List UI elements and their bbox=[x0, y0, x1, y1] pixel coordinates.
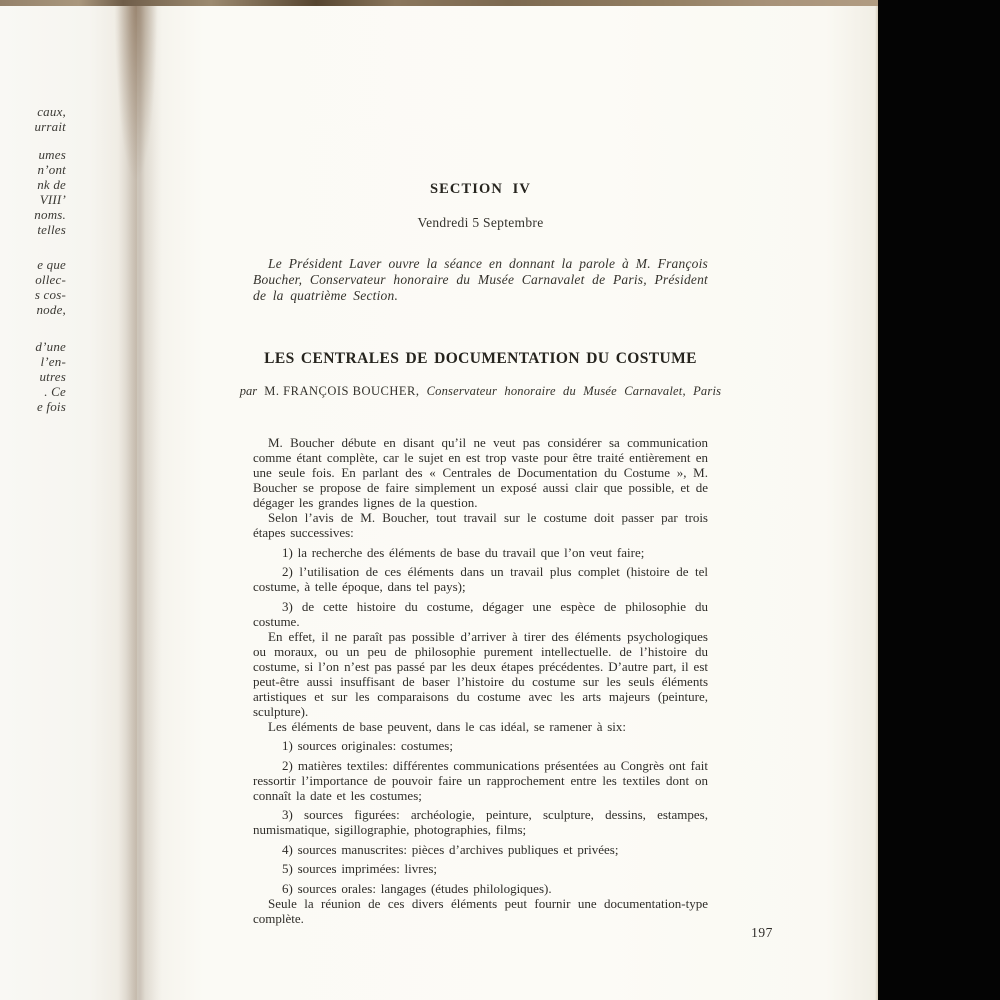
section-heading: SECTION IV bbox=[429, 181, 531, 197]
left-page bbox=[0, 5, 137, 1000]
paragraph: Selon l’avis de M. Boucher, tout travail sur le costume doit passer par trois étapes successives: bbox=[253, 510, 708, 540]
left-page-text-fragments bbox=[0, 104, 66, 414]
text-fragment: urrait bbox=[34, 119, 66, 134]
paragraph: En effet, il ne paraît pas possible d’arriver à tirer des éléments psychologiques ou moraux, ou un peu de philosophie purement intellectuelle. de l’histoire du costume, si l’on n’est pas passé par les deux étapes précédentes. D’autre part, il est peut-être aussi insuffisant de baser l’histoire du costume sur les seuls éléments artistiques et sur les comparaisons du costume avec les arts majeurs (peinture, sculpture). bbox=[253, 628, 708, 719]
list-item: 2) l’utilisation de ces éléments dans un travail plus complet (histoire de tel costume, à telle époque, dans tel pays); bbox=[253, 564, 708, 594]
text-fragment: s cos- bbox=[34, 287, 66, 302]
fragment-group bbox=[0, 147, 66, 237]
text-fragment: d’une bbox=[35, 339, 66, 354]
byline-affiliation: Conservateur honoraire du Musée Carnavalet, Paris bbox=[426, 384, 722, 398]
text-fragment: l’en- bbox=[40, 354, 66, 369]
text-fragment: noms. bbox=[34, 207, 66, 222]
text-fragment: ollec- bbox=[35, 272, 66, 287]
text-fragment: e fois bbox=[36, 399, 66, 414]
paragraph: Les éléments de base peuvent, dans le cas idéal, se ramener à six: bbox=[268, 718, 627, 734]
list-item: 5) sources imprimées: livres; bbox=[282, 861, 438, 876]
session-intro: Le Président Laver ouvre la séance en donnant la parole à M. François Boucher, Conservateur honoraire du Musée Carnavalet de Paris, Président de la quatrième Section. bbox=[253, 256, 708, 303]
session-date: Vendredi 5 Septembre bbox=[417, 215, 544, 230]
text-fragment: n’ont bbox=[37, 162, 66, 177]
text-fragment: nk de bbox=[37, 177, 66, 192]
list-item: 1) sources originales: costumes; bbox=[282, 738, 453, 753]
article-body bbox=[253, 435, 708, 926]
byline-author: M. FRANÇOIS BOUCHER, bbox=[264, 384, 420, 398]
text-fragment: telles bbox=[37, 222, 66, 237]
list-item: 1) la recherche des éléments de base du travail que l’on veut faire; bbox=[282, 544, 645, 560]
fragment-group bbox=[0, 104, 66, 134]
fragment-group bbox=[0, 257, 66, 317]
text-fragment: caux, bbox=[37, 104, 66, 119]
list-item: 4) sources manuscrites: pièces d’archives publiques et privées; bbox=[282, 841, 619, 857]
book-top-edge bbox=[0, 0, 878, 6]
text-fragment: umes bbox=[38, 147, 66, 162]
text-fragment: utres bbox=[39, 369, 66, 384]
list-item: 3) de cette histoire du costume, dégager une espèce de philosophie du costume. bbox=[253, 598, 708, 629]
text-fragment: VIII’ bbox=[39, 192, 66, 207]
paragraph: M. Boucher débute en disant qu’il ne veut pas considérer sa communication comme étant complète, car le sujet en est trop vaste pour être traité entièrement en une seule fois. En parlant des « Centrales de Documentation du Costume », M. Boucher se propose de faire simplement un exposé aussi clair que possible, et de dégager les grandes lignes de la question. bbox=[253, 435, 708, 510]
page-number: 197 bbox=[751, 925, 773, 940]
right-page bbox=[137, 5, 878, 1000]
text-fragment: node, bbox=[36, 302, 66, 317]
fragment-group bbox=[0, 339, 66, 414]
paragraph: Seule la réunion de ces divers éléments peut fournir une documentation-type complète. bbox=[253, 895, 708, 926]
text-fragment: . Ce bbox=[44, 384, 66, 399]
list-item: 2) matières textiles: différentes communications présentées au Congrès ont fait ressortir l’importance de pouvoir faire un rapprochement entre les textiles dont on connaît la date et les costumes; bbox=[253, 757, 708, 803]
byline-prefix: par bbox=[239, 384, 258, 398]
byline bbox=[208, 384, 753, 399]
list-item: 6) sources orales: langages (études philologiques). bbox=[282, 880, 552, 896]
page-content bbox=[239, 5, 722, 926]
article-title: LES CENTRALES DE DOCUMENTATION DU COSTUME bbox=[264, 350, 697, 367]
list-item: 3) sources figurées: archéologie, peinture, sculpture, dessins, estampes, numismatique, sigillographie, photographies, films; bbox=[253, 807, 708, 837]
text-fragment: e que bbox=[37, 257, 66, 272]
